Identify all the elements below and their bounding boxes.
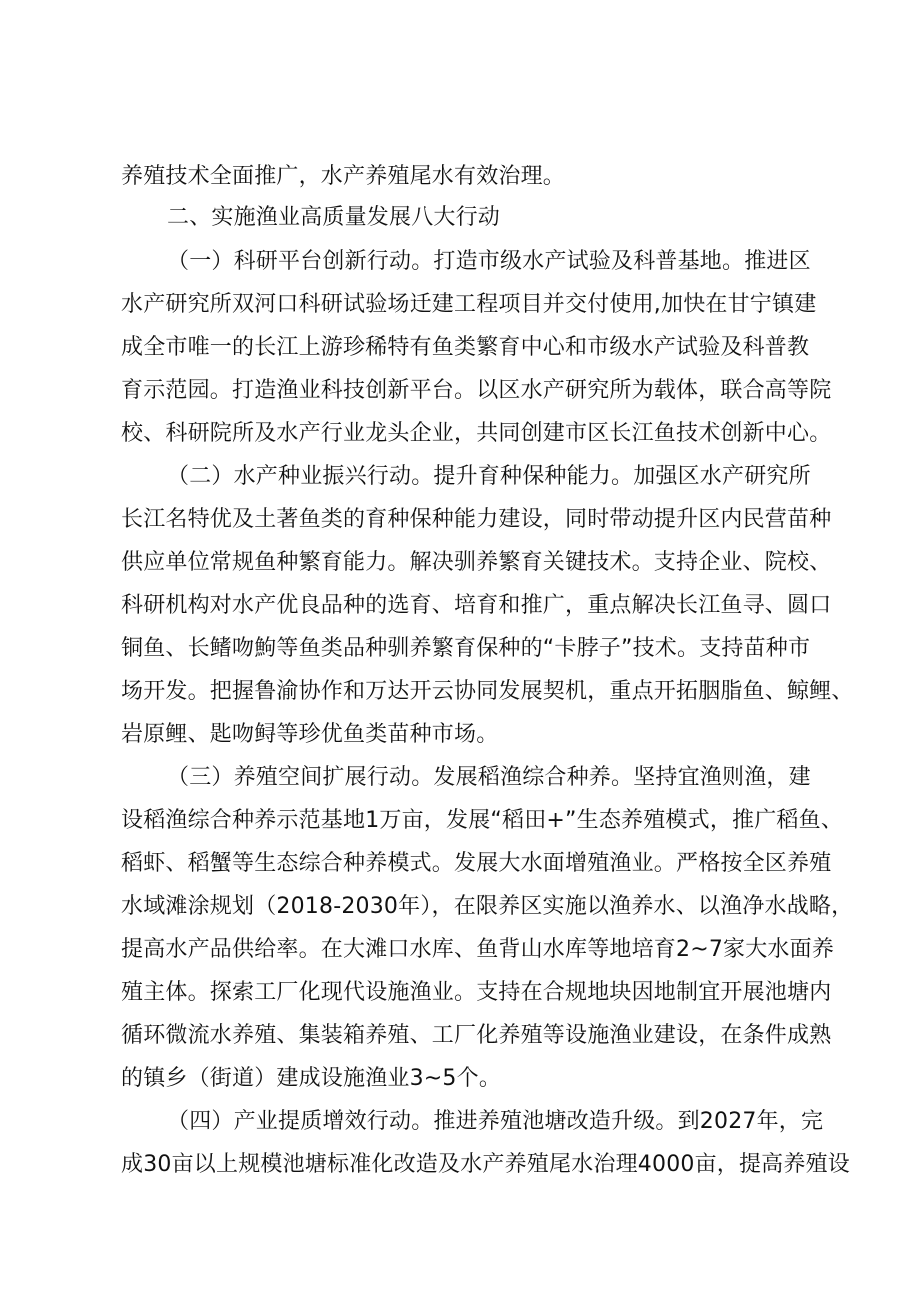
text-line-3: （一）科研平台创新行动。打造市级水产试验及科普基地。推进区 [167,249,811,274]
text-line-17: 稻虾、稻蟹等生态综合种养模式。发展大水面增殖渔业。严格按全区养殖 [121,851,832,876]
text-line-21: 循环微流水养殖、集装箱养殖、工厂化养殖等设施渔业建设，在条件成熟 [121,1023,832,1048]
section-heading: 二、实施渔业高质量发展八大行动 [167,205,501,230]
text-line-4: 水产研究所双河口科研试验场迁建工程项目并交付使用,加快在甘宁镇建 [121,292,817,317]
text-line-1: 养殖技术全面推广，水产养殖尾水有效治理。 [121,164,566,189]
text-line-7: 校、科研院所及水产行业龙头企业，共同创建市区长江鱼技术创新中心。 [121,421,832,446]
text-line-14: 岩原鲤、匙吻鲟等珍优鱼类苗种市场。 [121,722,499,747]
text-line-20: 殖主体。探索工厂化现代设施渔业。支持在合规地块因地制宜开展池塘内 [121,980,832,1005]
text-line-13: 场开发。把握鲁渝协作和万达开云协同发展契机，重点开拓胭脂鱼、鲸鲤、 [121,679,854,704]
text-line-23: （四）产业提质增效行动。推进养殖池塘改造升级。到2027年，完 [167,1109,824,1134]
text-line-5: 成全市唯一的长江上游珍稀特有鱼类繁育中心和市级水产试验及科普教 [121,335,810,360]
text-line-19: 提高水产品供给率。在大滩口水库、鱼背山水库等地培育2~7家大水面养 [121,937,835,962]
text-line-22: 的镇乡（街道）建成设施渔业3~5个。 [121,1066,502,1091]
text-line-15: （三）养殖空间扩展行动。发展稻渔综合种养。坚持宜渔则渔，建 [167,765,811,790]
text-line-6: 育示范园。打造渔业科技创新平台。以区水产研究所为载体，联合高等院 [121,378,832,403]
text-line-11: 科研机构对水产优良品种的选育、培育和推广，重点解决长江鱼寻、圆口 [121,593,832,618]
text-line-12: 铜鱼、长鳍吻鮈等鱼类品种驯养繁育保种的“卡脖子”技术。支持苗种市 [121,636,811,661]
text-line-8: （二）水产种业振兴行动。提升育种保种能力。加强区水产研究所 [167,464,811,489]
text-line-9: 长江名特优及土著鱼类的育种保种能力建设，同时带动提升区内民营苗种 [121,507,832,532]
text-line-16: 设稻渔综合种养示范基地1万亩，发展“稻田+”生态养殖模式，推广稻鱼、 [121,808,844,833]
text-line-18: 水域滩涂规划（2018-2030年），在限养区实施以渔养水、以渔净水战略， [121,894,854,919]
text-line-10: 供应单位常规鱼种繁育能力。解决驯养繁育关键技术。支持企业、院校、 [121,550,832,575]
text-line-24: 成30亩以上规模池塘标准化改造及水产养殖尾水治理4000亩，提高养殖设 [121,1152,850,1177]
